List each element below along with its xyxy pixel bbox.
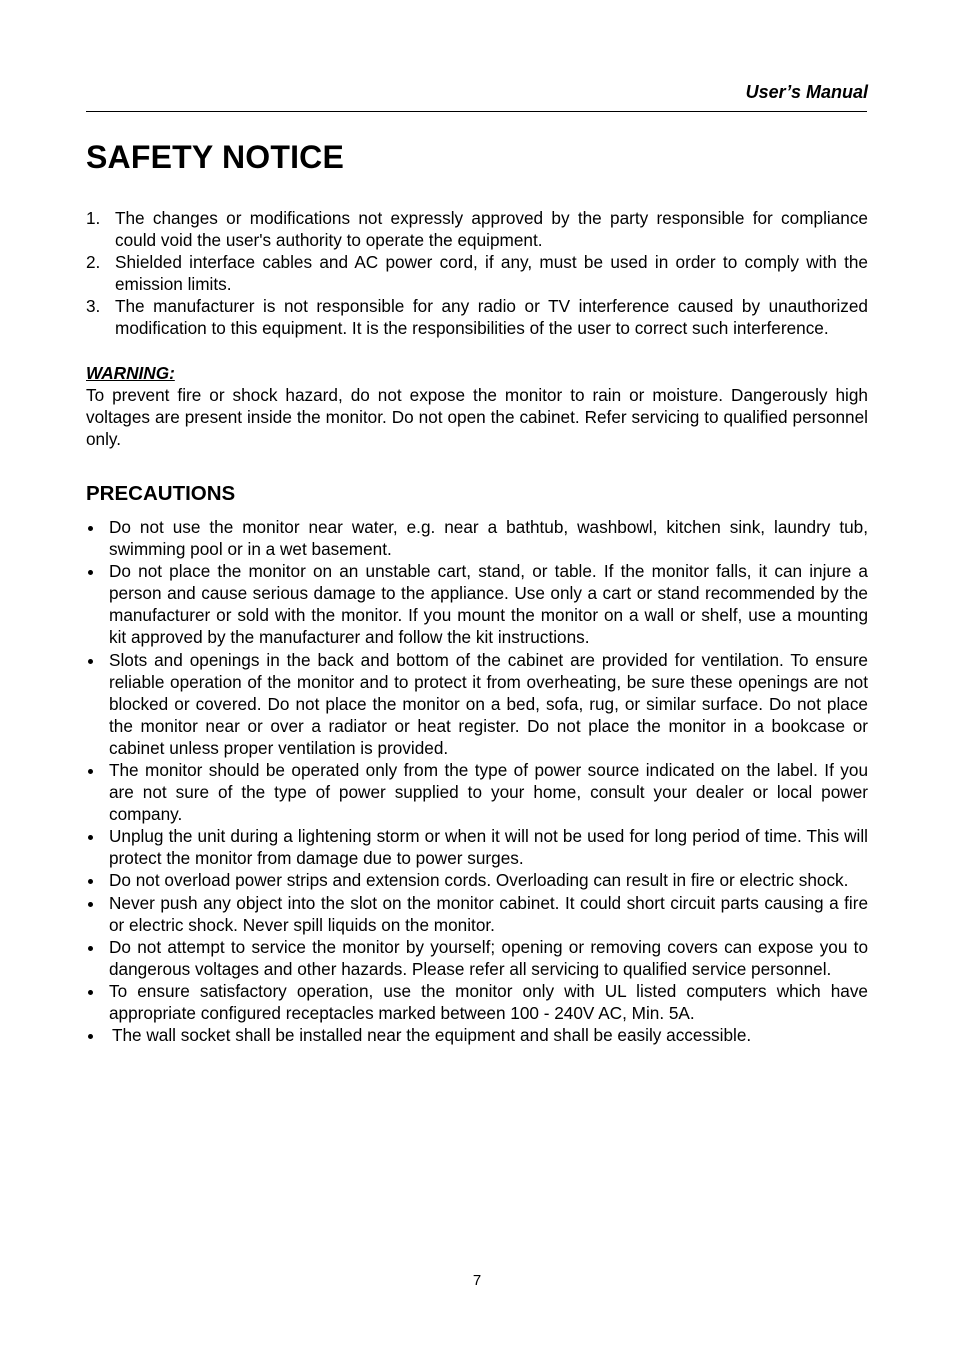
- list-item-number: 3.: [86, 296, 101, 317]
- page-title: SAFETY NOTICE: [86, 139, 345, 175]
- list-item-text: The changes or modifications not expressly approved by the party responsible for compliance could void the user's authority to operate the equipment.: [115, 208, 868, 251]
- document-body: [86, 207, 868, 1046]
- list-item-text: Shielded interface cables and AC power cord, if any, must be used in order to comply with the emission limits.: [115, 252, 868, 295]
- list-item: Do not use the monitor near water, e.g. near a bathtub, washbowl, kitchen sink, laundry tub, swimming pool or in a wet basement.: [86, 516, 868, 560]
- list-item: [86, 295, 868, 339]
- list-item: [86, 207, 868, 251]
- list-item: Do not place the monitor on an unstable cart, stand, or table. If the monitor falls, it can injure a person and cause serious damage to the appliance. Use only a cart or stand recommended by the manufacturer or sold with the monitor. If you mount the monitor on a wall or shelf, use a mounting kit approved by the manufacturer and follow the kit instructions.: [86, 560, 868, 648]
- page-header-title: User’s Manual: [745, 82, 868, 102]
- list-item: To ensure satisfactory operation, use the monitor only with UL listed computers which have appropriate configured receptacles marked between 100 - 240V AC, Min. 5A.: [86, 980, 868, 1024]
- list-item-text: The manufacturer is not responsible for any radio or TV interference caused by unauthorized modification to this equipment. It is the responsibilities of the user to correct such interference.: [115, 296, 868, 339]
- list-item-number: 1.: [86, 208, 101, 228]
- page-number: 7: [472, 1272, 482, 1289]
- warning-text: To prevent fire or shock hazard, do not expose the monitor to rain or moisture. Dangerously high voltages are present inside the monitor. Do not open the cabinet. Refer servicing to qualified personnel only.: [86, 384, 868, 449]
- list-item-number: 2.: [86, 252, 101, 273]
- list-item: The monitor should be operated only from the type of power source indicated on the label. If you are not sure of the type of power supplied to your home, consult your dealer or local power company.: [86, 759, 868, 825]
- list-item: Do not attempt to service the monitor by yourself; opening or removing covers can expose you to dangerous voltages and other hazards. Please refer all servicing to qualified service personnel.: [86, 936, 868, 980]
- list-item: The wall socket shall be installed near the equipment and shall be easily accessible.: [86, 1024, 868, 1046]
- safety-notice-list: [86, 207, 868, 340]
- list-item: Never push any object into the slot on the monitor cabinet. It could short circuit parts causing a fire or electric shock. Never spill liquids on the monitor.: [86, 892, 868, 936]
- list-item: [86, 251, 868, 295]
- list-item: Do not overload power strips and extension cords. Overloading can result in fire or electric shock.: [86, 869, 868, 891]
- precautions-list: [86, 516, 868, 1046]
- header-divider: [86, 111, 867, 112]
- warning-label: WARNING:: [86, 362, 175, 383]
- list-item: Unplug the unit during a lightening storm or when it will not be used for long period of time. This will protect the monitor from damage due to power surges.: [86, 825, 868, 869]
- list-item: Slots and openings in the back and bottom of the cabinet are provided for ventilation. To ensure reliable operation of the monitor and to protect it from overheating, be sure these openings are not blocked or covered. Do not place the monitor on a bed, sofa, rug, or similar surface. Do not place the monitor near or over a radiator or heat register. Do not place the monitor in a bookcase or cabinet unless proper ventilation is provided.: [86, 649, 868, 759]
- precautions-heading: PRECAUTIONS: [86, 481, 236, 505]
